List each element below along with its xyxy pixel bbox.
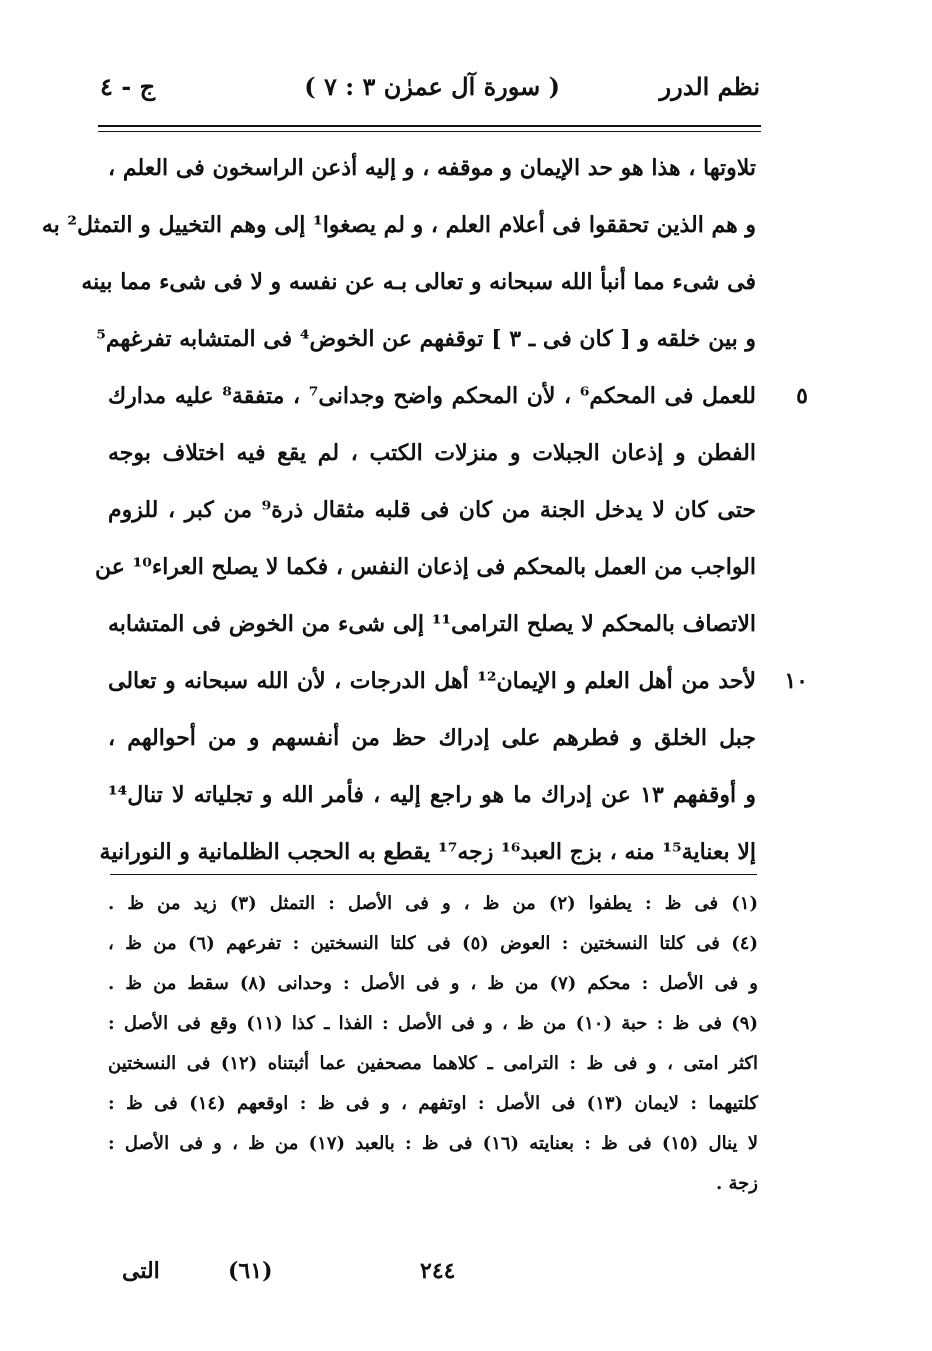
book-title: نظم الدرر — [659, 72, 760, 101]
line-text: إلا بعناية¹⁵ منه ، بزج العبد¹⁶ زجه¹⁷ يقطع به الحجب الظلمانية و النورانية — [99, 839, 756, 865]
text-line — [108, 659, 808, 716]
text-line — [108, 773, 756, 830]
footnote-line: (١) فى ظ : يطفوا (٢) من ظ ، و فى الأصل : التمثل (٣) زيد من ظ . — [108, 893, 758, 914]
text-line — [99, 830, 756, 887]
text-line — [95, 545, 756, 602]
text-line — [108, 431, 756, 488]
footnote-line: اكثر امتى ، و فى ظ : الترامى ـ كلاهما مصحفين عما أثبتناه (١٢) فى النسختين — [108, 1053, 758, 1074]
volume-number: ج - ٤ — [100, 72, 156, 101]
footnote-line: لا ينال (١٥) فى ظ : بعنايته (١٦) فى ظ : بالعبد (١٧) من ظ ، و فى الأصل : — [108, 1133, 759, 1154]
text-line — [108, 716, 756, 773]
line-text: الواجب من العمل بالمحكم فى إذعان النفس ، فكما لا يصلح العراء¹⁰ عن — [95, 554, 756, 580]
line-text: للعمل فى المحكم⁶ ، لأن المحكم واضح وجدانى⁷ ، متفقة⁸ عليه مدارك — [108, 383, 756, 409]
text-line — [108, 146, 756, 203]
signature-mark: (٦١) — [228, 1258, 273, 1284]
line-text: الفطن و إذعان الجبلات و منزلات الكتب ، لم يقع فيه اختلاف بوجه — [108, 440, 756, 466]
text-line — [108, 488, 756, 545]
line-text: جبل الخلق و فطرهم على إدراك حظ من أنفسهم و من أحوالهم ، — [108, 725, 756, 751]
catchword: التى — [122, 1258, 160, 1284]
footnote-line: (٩) فى ظ : حبة (١٠) من ظ ، و فى الأصل : الفذا ـ كذا (١١) وقع فى الأصل : — [108, 1013, 758, 1034]
footnote-line: زجة . — [715, 1173, 758, 1194]
line-text: و بين خلقه و [ كان فى ـ ٣ ] توقفهم عن الخوض⁴ فى المتشابه تفرغهم⁵ — [96, 326, 756, 352]
line-number: ٥ — [796, 383, 808, 409]
footnote-line: و فى الأصل : محكم (٧) من ظ ، و فى الأصل : وحدانى (٨) سقط من ظ . — [108, 973, 758, 994]
line-text: و أوقفهم ١٣ عن إدراك ما هو راجع إليه ، فأمر الله و تجلياته لا تنال¹⁴ — [108, 782, 757, 808]
line-text: الاتصاف بالمحكم لا يصلح الترامى¹¹ إلى شىء من الخوض فى المتشابه — [108, 611, 756, 637]
line-text: تلاوتها ، هذا هو حد الإيمان و موقفه ، و إليه أذعن الراسخون فى العلم ، — [108, 155, 756, 181]
header-rule-thin — [98, 131, 761, 132]
text-line — [108, 374, 808, 431]
line-text: فى شىء مما أنبأ الله سبحانه و تعالى بـه عن نفسه و لا فى شىء مما بينه — [81, 269, 756, 295]
page-number: ٢٤٤ — [420, 1258, 456, 1284]
surah-reference: ( سورة آل عمرٰن ٣ : ٧ ) — [304, 72, 560, 101]
text-line — [41, 203, 756, 260]
page-footer — [100, 1258, 500, 1294]
text-line — [96, 317, 756, 374]
footnote-separator — [110, 874, 757, 875]
main-text — [41, 146, 808, 887]
line-text: حتى كان لا يدخل الجنة من كان فى قلبه مثقال ذرة⁹ من كبر ، للزوم — [108, 497, 756, 523]
header-rule-thick — [98, 125, 761, 127]
line-text: لأحد من أهل العلم و الإيمان¹² أهل الدرجات ، لأن الله سبحانه و تعالى — [108, 668, 756, 694]
footnote-line: (٤) فى كلتا النسختين : العوض (٥) فى كلتا النسختين : تفرعهم (٦) من ظ ، — [108, 933, 758, 954]
footnote-line: كلتيهما : لايمان (١٣) فى الأصل : اوتفهم ، و فى ظ : اوقعهم (١٤) فى ظ : — [108, 1093, 758, 1114]
line-text: و هم الذين تحققوا فى أعلام العلم ، و لم يصغوا¹ إلى وهم التخييل و التمثل² به — [41, 212, 756, 238]
footnotes — [108, 886, 758, 1206]
line-number: ١٠ — [784, 668, 808, 694]
running-header — [100, 72, 760, 112]
text-line — [81, 260, 756, 317]
text-line — [108, 602, 756, 659]
